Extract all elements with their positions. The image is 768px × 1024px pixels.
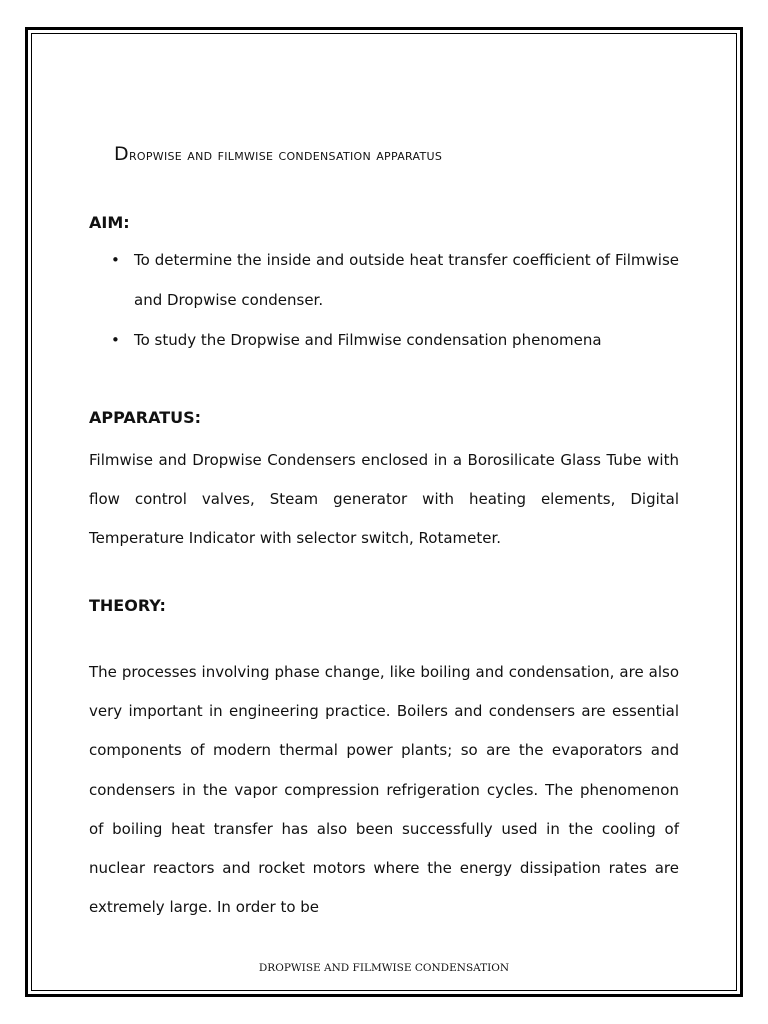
apparatus-paragraph: Filmwise and Dropwise Condensers enclosed in a Borosilicate Glass Tube with flow control valves, Steam generator with heating elements, Digital Temperature Indicator with selector switch, Rotameter.: [89, 451, 679, 548]
bullet-icon: •: [111, 331, 120, 349]
theory-heading: THEORY:: [89, 596, 166, 615]
title-rest: ropwise and filmwise condensation apparatus: [128, 146, 443, 164]
theory-paragraph: The processes involving phase change, like boiling and condensation, are also very important in engineering practice. Boilers and condensers are essential components of modern thermal power plants; so are the evaporators and condensers in the vapor compression refrigeration cycles. The phenomenon of boiling heat transfer has also been successfully used in the cooling of nuclear reactors and rocket motors where the energy dissipation rates are extremely large. In order to be: [89, 663, 679, 917]
aim-item-1-text: To determine the inside and outside heat transfer coefficient of Filmwise and Dropwise condenser.: [134, 251, 679, 309]
aim-heading: AIM:: [89, 213, 130, 232]
aim-item-1: [89, 240, 679, 320]
aim-list: [89, 240, 679, 360]
aim-item-2: [89, 320, 679, 360]
title-initial: D: [114, 143, 129, 165]
aim-item-2-text: To study the Dropwise and Filmwise condensation phenomena: [134, 331, 602, 349]
document-title: [114, 143, 442, 165]
bullet-icon: •: [111, 251, 120, 269]
page-footer: DROPWISE AND FILMWISE CONDENSATION: [258, 962, 510, 974]
apparatus-heading: APPARATUS:: [89, 408, 202, 427]
